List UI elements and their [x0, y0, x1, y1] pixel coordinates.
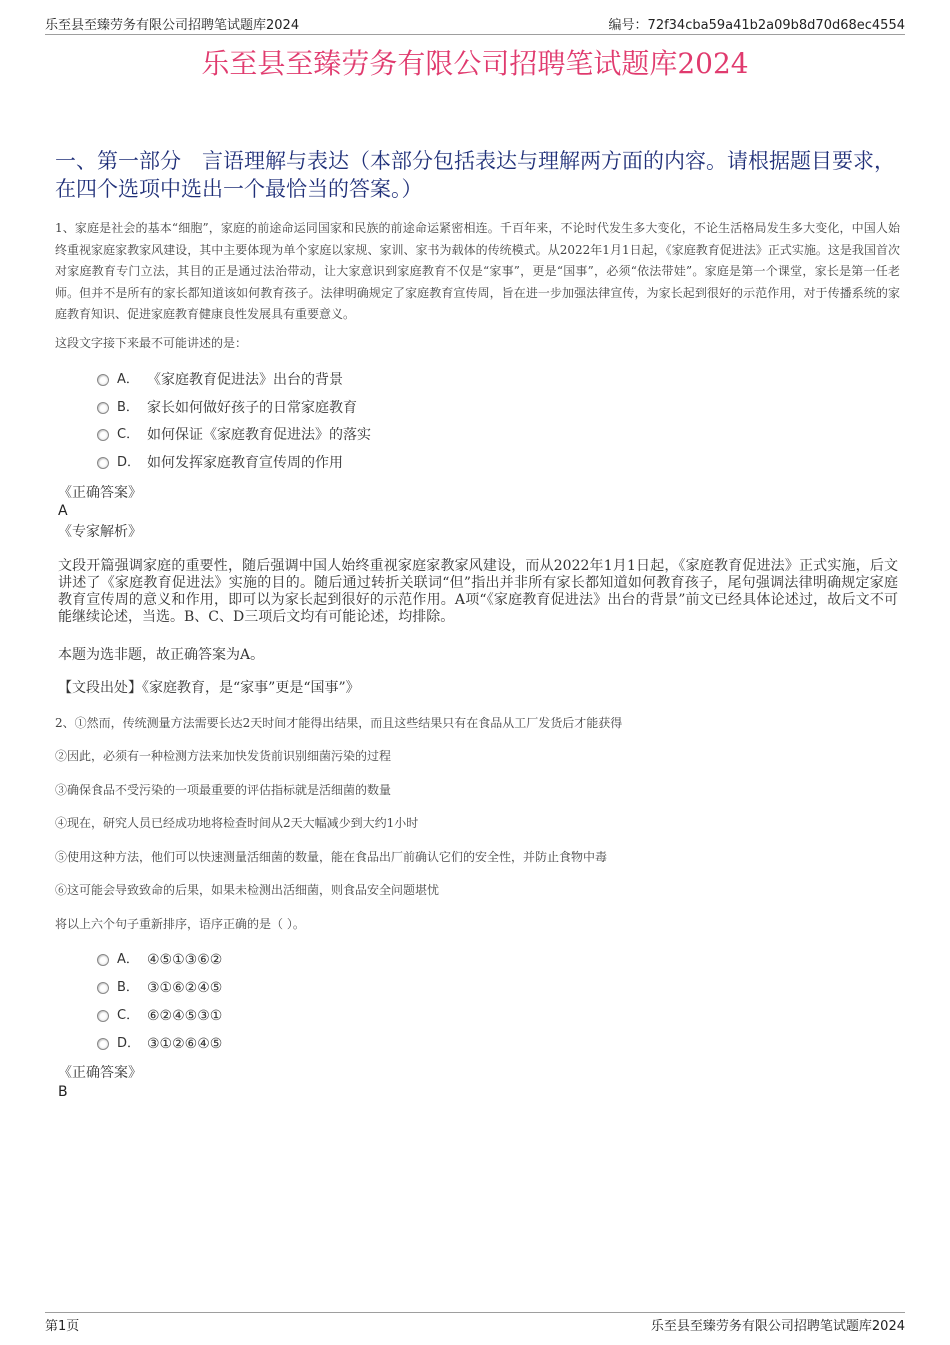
option-letter: A．: [117, 372, 139, 387]
radio-icon[interactable]: [97, 402, 109, 414]
radio-icon[interactable]: [97, 1010, 109, 1022]
question-1-stem: 1、家庭是社会的基本“细胞”，家庭的前途命运同国家和民族的前途命运紧密相连。千百年来，不论时代发生多大变化，不论生活格局发生多大变化，中国人始终重视家庭家教家风建设，其中主要体现为单个家庭以家规、家训、家书为载体的传统模式。从2022年1月1日起，《家庭教育促进法》正式实施。这是我国首次对家庭教育专门立法，其目的正是通过法治带动，让大家意识到家庭教育不仅是“家事”，更是“国事”，必须“依法带娃”。家庭是第一个课堂，家长是第一任老师。但并不是所有的家长都知道该如何教育孩子。法律明确规定了家庭教育宣传周，旨在进一步加强法律宣传，为家长起到很好的示范作用，对于传播系统的家庭教育知识、促进家庭教育健康良性发展具有重要意义。: [55, 221, 900, 321]
radio-icon[interactable]: [97, 982, 109, 994]
option-text: ③①⑥②④⑤: [147, 980, 223, 996]
footer-doc-name: 乐至县至臻劳务有限公司招聘笔试题库2024: [650, 1319, 905, 1334]
option-text: ④⑤①③⑥②: [147, 952, 223, 968]
question-1-source: 【文段出处】《家庭教育，是“家事”更是“国事”》: [58, 680, 360, 696]
question-2-line: ②因此，必须有一种检测方法来加快发货前识别细菌污染的过程: [55, 749, 392, 763]
question-1-analysis: 文段开篇强调家庭的重要性，随后强调中国人始终重视家庭家教家风建设，而从2022年1月1日起，《家庭教育促进法》正式实施，后文讲述了《家庭教育促进法》实施的目的。随后通过转折关联词“但”指出并非所有家长都知道如何教育孩子，尾句强调法律明确规定家庭教育宣传周的意义和作用，即可以为家长起到很好的示范作用。A项“《家庭教育促进法》出台的背景”前文已经具体论述过，故后文不可能继续论述，当选。B、C、D三项后文均有可能论述，均排除。: [58, 558, 898, 625]
option-text: 《家庭教育促进法》出台的背景: [147, 372, 343, 388]
option-text: 如何发挥家庭教育宣传周的作用: [147, 455, 343, 471]
question-1-conclusion: 本题为选非题，故正确答案为A。: [58, 647, 265, 663]
option-letter: D．: [117, 455, 141, 470]
option-text: ③①②⑥④⑤: [147, 1036, 223, 1052]
question-2-prompt: 将以上六个句子重新排序，语序正确的是（ ）。: [55, 917, 305, 931]
question-1-answer-label: 《正确答案》: [58, 485, 142, 501]
option-letter: B．: [117, 980, 139, 995]
question-1-analysis-label: 《专家解析》: [58, 524, 142, 540]
radio-icon[interactable]: [97, 1038, 109, 1050]
header-doc-name: 乐至县至臻劳务有限公司招聘笔试题库2024: [45, 18, 300, 33]
option-letter: C．: [117, 427, 140, 442]
page-header: [45, 14, 905, 35]
radio-icon[interactable]: [97, 429, 109, 441]
question-1-prompt: 这段文字接下来最不可能讲述的是：: [55, 336, 248, 350]
option-letter: A．: [117, 952, 139, 967]
option-letter: D．: [117, 1036, 141, 1051]
question-2-answer: B: [58, 1084, 68, 1100]
question-2-answer-label: 《正确答案》: [58, 1065, 142, 1081]
question-2-line: ③确保食品不受污染的一项最重要的评估指标就是活细菌的数量: [55, 783, 392, 797]
question-2-line: ⑤使用这种方法，他们可以快速测量活细菌的数量，能在食品出厂前确认它们的安全性，并防止食物中毒: [55, 850, 608, 864]
radio-icon[interactable]: [97, 954, 109, 966]
page-footer: [45, 1312, 905, 1333]
option-text: 家长如何做好孩子的日常家庭教育: [147, 400, 357, 416]
question-2-line: ④现在，研究人员已经成功地将检查时间从2天大幅减少到大约1小时: [55, 816, 419, 830]
option-letter: C．: [117, 1008, 140, 1023]
question-1-answer: A: [58, 503, 68, 519]
radio-icon[interactable]: [97, 457, 109, 469]
section-title: 一、第一部分 言语理解与表达（本部分包括表达与理解两方面的内容。请根据题目要求，在四个选项中选出一个最恰当的答案。）: [55, 149, 895, 201]
footer-page-number: 第1页: [45, 1319, 80, 1334]
question-2-line: 2、①然而，传统测量方法需要长达2天时间才能得出结果，而且这些结果只有在食品从工厂发货后才能获得: [55, 716, 623, 730]
option-text: 如何保证《家庭教育促进法》的落实: [147, 427, 371, 443]
page-title: 乐至县至臻劳务有限公司招聘笔试题库2024: [201, 47, 749, 80]
header-doc-id: 编号：72f34cba59a41b2a09b8d70d68ec4554: [608, 18, 905, 33]
option-letter: B．: [117, 400, 139, 415]
question-2-line: ⑥这可能会导致致命的后果，如果未检测出活细菌，则食品安全问题堪忧: [55, 883, 440, 897]
radio-icon[interactable]: [97, 374, 109, 386]
option-text: ⑥②④⑤③①: [147, 1008, 223, 1024]
